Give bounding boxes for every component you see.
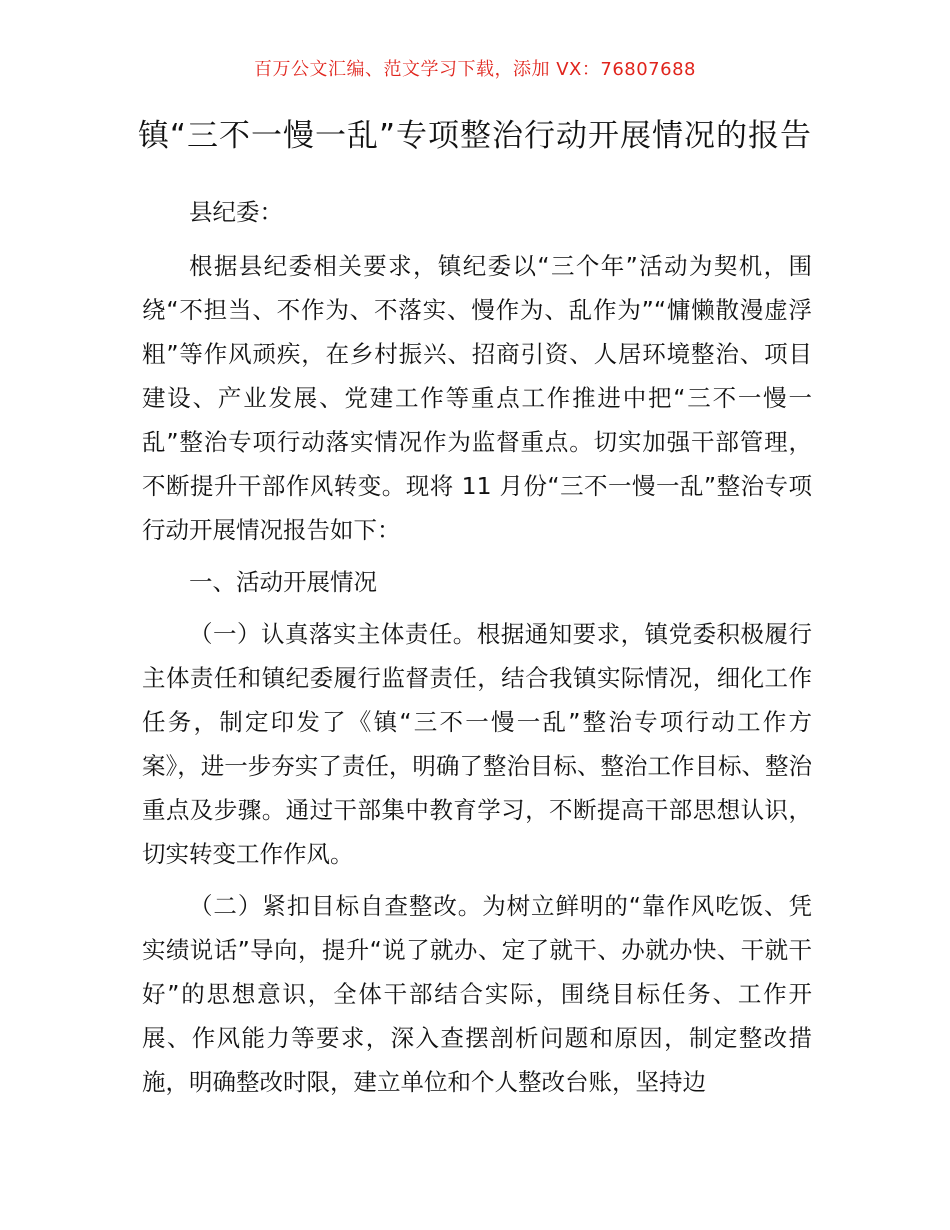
paragraph-item-2: （二）紧扣目标自查整改。为树立鲜明的“靠作风吃饭、凭实绩说话”导向，提升“说了就办、定了就干、办就办快、干就干好”的思想意识，全体干部结合实际，围绕目标任务、工作开展、作风能力等要求，深入查摆剖析问题和原因，制定整改措施，明确整改时限，建立单位和个人整改台账，坚持边: [142, 892, 812, 1096]
section-heading: 一、活动开展情况: [189, 568, 377, 596]
paragraph-item-1: （一）认真落实主体责任。根据通知要求，镇党委积极履行主体责任和镇纪委履行监督责任，结合我镇实际情况，细化工作任务，制定印发了《镇“三不一慢一乱”整治专项行动工作方案》，进一步夯实了责任，明确了整治目标、整治工作目标、整治重点及步骤。通过干部集中教育学习，不断提高干部思想认识，切实转变工作作风。: [142, 620, 812, 868]
paragraph-intro: 根据县纪委相关要求，镇纪委以“三个年”活动为契机，围绕“不担当、不作为、不落实、慢作为、乱作为”“慵懒散漫虚浮粗”等作风顽疾，在乡村振兴、招商引资、人居环境整治、项目建设、产业发展、党建工作等重点工作推进中把“三不一慢一乱”整治专项行动落实情况作为监督重点。切实加强干部管理，不断提升干部作风转变。现将 11 月份“三不一慢一乱”整治专项行动开展情况报告如下：: [142, 252, 812, 544]
document-title: 镇“三不一慢一乱”专项整治行动开展情况的报告: [137, 118, 813, 154]
document-body: [142, 190, 812, 1112]
salutation: 县纪委：: [189, 198, 283, 226]
promo-header: 百万公文汇编、范文学习下载，添加 VX：76807688: [254, 59, 696, 80]
